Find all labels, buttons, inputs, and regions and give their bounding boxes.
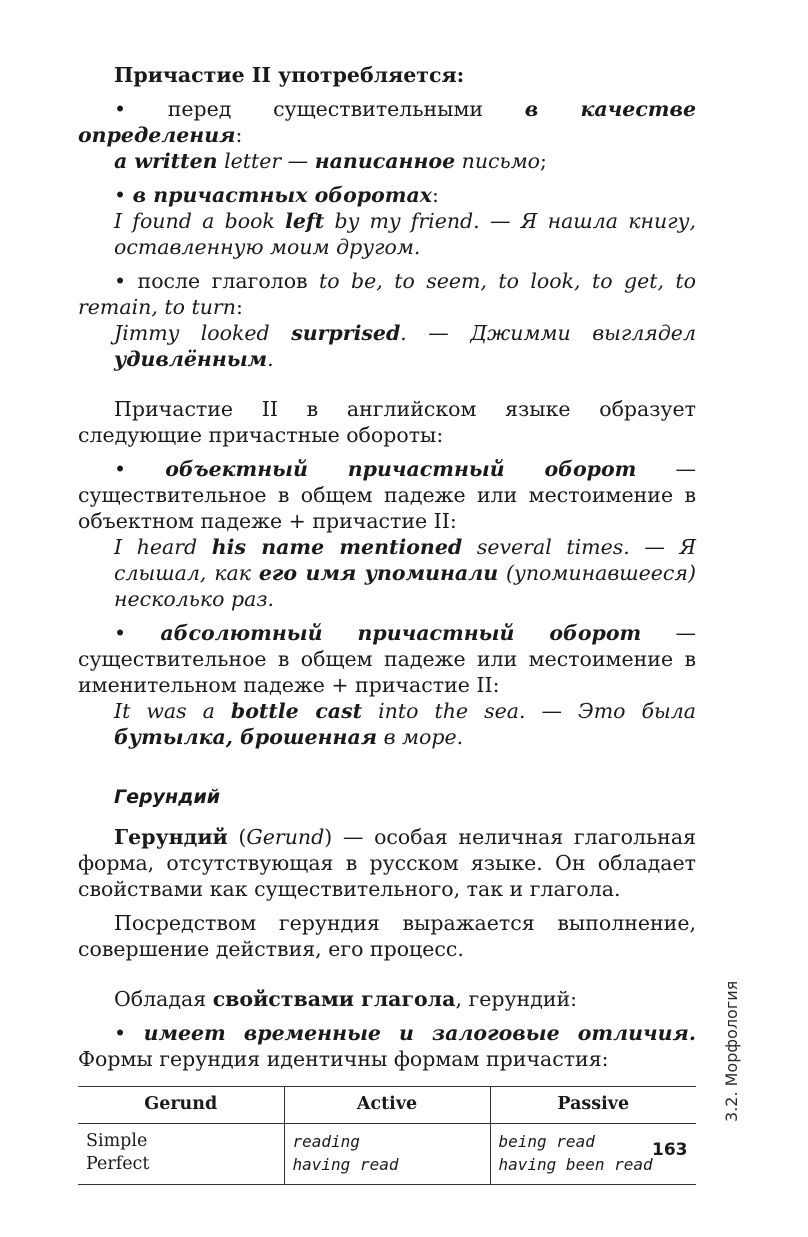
passive-form-perfect: having been read	[498, 1155, 653, 1174]
gerund-heading: Герундий	[114, 786, 221, 808]
bullet-attributive: • перед существительными в качестве определения:	[78, 97, 696, 147]
bullet-after-verbs: • после глаголов to be, to seem, to look, to get, to remain, to turn:	[78, 269, 697, 319]
table-header-gerund: Gerund	[78, 1087, 284, 1124]
participial-phrases-intro: Причастие II в английском языке образует следующие причастные обороты:	[78, 397, 696, 447]
bullet-absolute-participial-phrase: • абсолютный причастный оборот — существительное в общем падеже или местоимение в именительном падеже + причастие II:	[78, 621, 696, 697]
table-cell-active	[284, 1124, 490, 1185]
table-header-row	[78, 1087, 696, 1124]
example-heard-name: I heard his name mentioned several times. — Я слышал, как его имя упоминали (упоминавшееся) несколько раз.	[114, 535, 696, 611]
example-written-letter: a written letter — написанное письмо;	[114, 149, 547, 173]
example-jimmy: Jimmy looked surprised. — Джимми выглядел удивлённым.	[114, 321, 696, 371]
gerund-form-simple: Simple	[86, 1131, 148, 1151]
example-bottle: It was a bottle cast into the sea. — Это была бутылка, брошенная в море.	[114, 699, 696, 749]
active-form-perfect: having read	[292, 1155, 399, 1174]
table-header-passive: Passive	[490, 1087, 696, 1124]
bullet-object-participial-phrase: • объектный причастный оборот — существительное в общем падеже или местоимение в объектном падеже + причастие II:	[78, 457, 696, 533]
table-header-active: Active	[284, 1087, 490, 1124]
gerund-meaning: Посредством герундия выражается выполнение, совершение действия, его процесс.	[78, 911, 696, 961]
bullet-tense-voice: • имеет временные и залоговые отличия. Формы герундия идентичны формам причастия:	[78, 1021, 697, 1071]
example-found-book: I found a book left by my friend. — Я нашла книгу, оставленную моим другом.	[114, 209, 696, 259]
passive-form-simple: being read	[498, 1132, 595, 1151]
active-form-simple: reading	[292, 1132, 360, 1151]
gerund-definition: Герундий (Gerund) — особая неличная глагольная форма, отсутствующая в русском языке. Он обладает свойствами как существительного, так и глагола.	[78, 825, 696, 901]
gerund-forms-table	[78, 1086, 696, 1185]
section-heading-participle-2-usage: Причастие II употребляется:	[114, 63, 465, 87]
table-cell-gerund	[78, 1124, 284, 1185]
page-content	[78, 62, 696, 1185]
bullet-participial-phrases: • в причастных оборотах:	[114, 183, 439, 207]
gerund-form-perfect: Perfect	[86, 1154, 150, 1174]
page-number: 163	[652, 1140, 688, 1160]
gerund-verb-properties: Обладая свойствами глагола, герундий:	[114, 987, 578, 1011]
table-row	[78, 1124, 696, 1185]
section-side-label: 3.2. Морфология	[722, 980, 741, 1122]
